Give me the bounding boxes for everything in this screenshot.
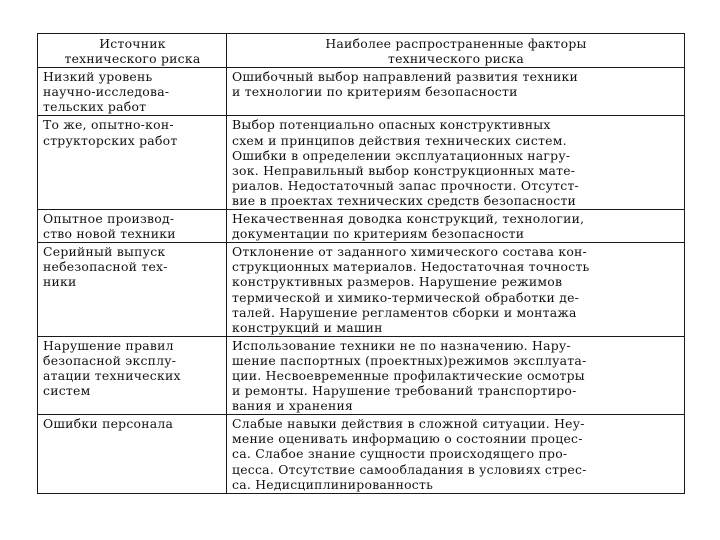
header-source-line: Источник <box>99 36 166 51</box>
risk-source-line: научно-исследова- <box>43 84 170 100</box>
risk-factors-line: конструктивных размеров. Нарушение режимов <box>232 274 563 290</box>
risk-factors-line: риалов. Недостаточный запас прочности. Отсутст- <box>232 177 579 193</box>
risk-factors-line: и технологии по критериям безопасности <box>232 84 518 100</box>
risk-source-cell <box>38 243 227 337</box>
risk-factors-cell <box>227 210 685 243</box>
table-row <box>38 415 685 493</box>
risk-factors-line: вания и хранения <box>232 398 354 414</box>
risk-source-line: То же, опытно-кон- <box>43 117 174 133</box>
table-row <box>38 336 685 414</box>
risk-source-cell <box>38 415 227 493</box>
risk-source-line: Нарушение правил <box>43 337 174 353</box>
header-factors-line: технического риска <box>387 51 524 67</box>
table-row <box>38 116 685 210</box>
header-factors-line: Наиболее распространенные факторы <box>325 36 587 51</box>
risk-source-line: ники <box>43 274 77 290</box>
risk-factors-line: вие в проектах технических средств безопасности <box>232 192 577 208</box>
risk-factors-line: Использование техники не по назначению. Нару- <box>232 337 571 353</box>
risk-factors-cell <box>227 116 685 210</box>
risk-source-line: небезопасной тех- <box>43 259 168 275</box>
table-body <box>38 68 685 494</box>
table-row <box>38 68 685 116</box>
risk-source-line: структорских работ <box>43 132 178 148</box>
risk-source-line: атации технических <box>43 367 181 383</box>
risk-source-cell <box>38 210 227 243</box>
risk-factors-line: струкционных материалов. Недостаточная точность <box>232 259 590 275</box>
risk-factors-line: Ошибочный выбор направлений развития техники <box>232 69 578 85</box>
risk-source-line: Серийный выпуск <box>43 244 166 260</box>
risk-factors-line: са. Недисциплинированность <box>232 476 434 492</box>
risk-source-line: безопасной эксплу- <box>43 352 177 368</box>
risk-factors-line: Некачественная доводка конструкций, технологии, <box>232 211 585 227</box>
risk-factors-line: зок. Неправильный выбор конструкционных мате- <box>232 162 576 178</box>
table-row <box>38 243 685 337</box>
risk-factors-table <box>37 33 685 494</box>
risk-source-line: Опытное производ- <box>43 211 175 227</box>
header-source-cell <box>38 34 227 68</box>
risk-factors-line: документации по критериям безопасности <box>232 226 525 242</box>
risk-factors-line: шение паспортных (проектных)режимов эксплуата- <box>232 352 587 368</box>
risk-source-cell <box>38 116 227 210</box>
risk-source-line: Низкий уровень <box>43 69 153 85</box>
risk-factors-line: и ремонты. Нарушение требований транспортиро- <box>232 383 577 399</box>
risk-factors-line: талей. Нарушение регламентов сборки и монтажа <box>232 304 577 320</box>
risk-factors-line: Отклонение от заданного химического состава кон- <box>232 244 587 260</box>
header-source-line: технического риска <box>64 51 201 67</box>
risk-factors-cell <box>227 68 685 116</box>
risk-source-line: тельских работ <box>43 99 147 115</box>
table-row <box>38 210 685 243</box>
risk-factors-line: конструкций и машин <box>232 319 383 335</box>
risk-factors-line: Слабые навыки действия в сложной ситуации. Неу- <box>232 416 585 432</box>
risk-factors-cell <box>227 243 685 337</box>
risk-source-line: Ошибки персонала <box>43 416 174 432</box>
risk-factors-line: схем и принципов действия технических систем. <box>232 132 567 148</box>
risk-source-line: ство новой техники <box>43 226 176 242</box>
risk-factors-line: Выбор потенциально опасных конструктивных <box>232 117 551 133</box>
header-factors-cell <box>227 34 685 68</box>
risk-source-line: систем <box>43 383 91 399</box>
risk-factors-line: Ошибки в определении эксплуатационных нагру- <box>232 147 571 163</box>
risk-factors-line: цесса. Отсутствие самообладания в условиях стрес- <box>232 461 587 477</box>
risk-factors-line: мение оценивать информацию о состоянии процес- <box>232 431 583 447</box>
risk-factors-line: ции. Несвоевременные профилактические осмотры <box>232 367 585 383</box>
risk-source-cell <box>38 68 227 116</box>
table-header-row <box>38 34 685 68</box>
risk-factors-line: са. Слабое знание сущности происходящего про- <box>232 446 568 462</box>
risk-factors-line: термической и химико-термической обработки де- <box>232 289 580 305</box>
risk-source-cell <box>38 336 227 414</box>
risk-factors-cell <box>227 415 685 493</box>
risk-factors-cell <box>227 336 685 414</box>
